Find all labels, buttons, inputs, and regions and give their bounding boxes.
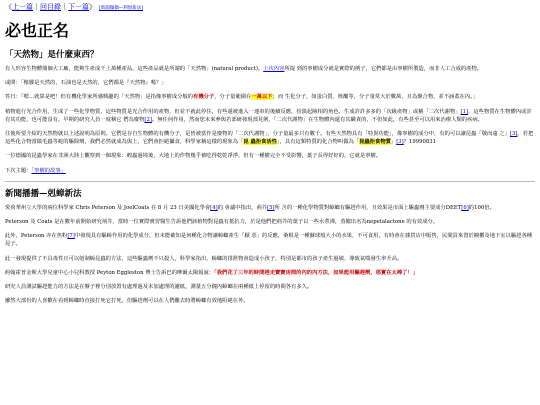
news-paragraph-3: 此外，Peterson 亦在魚粉[7]中發現具有驅蟑作用的化學成分，但未能確知是何種化合物讓蟑螂產生「厭 惡」的反應，桑根是一種蘇球般大小的水果，不可食用，有時會在雜貨店中販售，民間買來置於櫥櫃及地下室以驅趕各種昆子。 — [5, 233, 533, 248]
news-paragraph-6: 研究人員測試驅趕能力的方法是在盤子裡分別放置有處理過及未加處理的濾紙，測量五分鐘內蟑螂在兩種紙上停留的時間各有多久。 — [5, 284, 313, 291]
highlight-antifeedant-activity: 昆 蟲拒食活性 — [243, 139, 278, 146]
paragraph-next-topic: 下次主題：「寧樹的故事」 — [5, 167, 66, 174]
table-of-contents-link[interactable]: 回目錄 — [40, 3, 61, 11]
footnote-4-link[interactable]: [4] — [210, 204, 218, 211]
footnote-3-link[interactable]: [3] — [509, 131, 518, 138]
footnote-1-link[interactable]: [1] — [460, 108, 469, 115]
paragraph-intro: 有人形容生物體簡個大工廠，能夠生產成千上萬種產品，這些產品就是所謂的「天然物」(natural product)。上次內容所提 到的寧樹成分就是實際的例子，它們都是由寧樹所製造，而非人工合成的產物。 — [5, 66, 483, 72]
paragraph-question: 或問：「橡膠是天然的，石油也是天然的，它們都是『天然物』嗎？」 — [5, 80, 167, 87]
footnote-5-link[interactable]: [5] — [267, 204, 275, 211]
quote-eggleston: 「我們花了三年的時間趕走寶寶房間的內的內方法，如果能用驅趕劑，那實在太棒了！」 — [214, 269, 419, 276]
footnote-6-link[interactable]: [6] — [461, 204, 469, 211]
series-link[interactable]: [新聞擷擷—利無新法] — [99, 6, 144, 11]
top-navigation: 《上一篇｜回目錄｜下一篇》 [新聞擷擷—利無新法] — [5, 3, 144, 11]
news-paragraph-4: 此一發現提供了不具毒性且可以剋制蟑昆蟲的方法，這些驅蟲劑不只殺人，科學家指出，蟑螂的排泄物會造成小孩子，特別是都市的孩子產生過敏、導致氣喘發生率升高。 — [5, 255, 403, 262]
next-topic-link[interactable]: 「寧樹的故事」 — [31, 167, 66, 174]
paragraph-answer: 答曰：「嗯…就算是吧！但有機化學家所感興趣的「天然物」是指像寧樹成分般的有機分子，分子量範圍在一萬以下；而 生化分子，如蛋白質、核醣等，分子量常大於數萬，且為聚合物，並不涵蓋在內。」 — [5, 94, 479, 101]
next-article-link[interactable]: 下一篇 — [68, 3, 89, 11]
highlight-organic-molecules: 有機分子 — [193, 94, 215, 101]
news-paragraph-5: 約翰霍普金斯大學兒童中心小兒科教授 Peyton Eggleston 博士告訴巴的摩爾太陽報說：「我們花了三年的時間趕走寶寶房間的內的內方法，如果能用驅趕劑，那實在太棒了！」 — [5, 269, 419, 276]
footnote-7-link[interactable]: [7] — [67, 233, 75, 240]
section-divider — [5, 181, 535, 182]
news-paragraph-2: Peterson 及 Coats 是在數年前開始研究荊芥，當時一位實際實習醫生告訴他們該植物對昆蟲有抵抗力，於是他們把荊芥的葉子以一些水煮沸，蒸餾出名為nepetalactone 的有效成分。 — [5, 219, 439, 226]
section-heading-natural-products: 「天然物」是什麼東西？ — [5, 50, 99, 60]
paragraph-antifeedant: 往後所要介紹的天然物就以上述說明為原則。它們是存自生物體的有機分子，是皆被當作是廢物的「二次代謝物」，分子量最多只有數千。有些天然物具有「特異功能」，像寧樹的成分中，有的可以讓昆蟲「敬而遠 之」[3]。若把這些化合物當做毛蟲等蛇的驅除劑，我們必然就成為與上，它們會拒絕攝食，科學家稱這樣的現象為「昆 蟲拒食活性」，具有這類特質的化合物叫做為「昆蟲拒食物質」[3]？19990831 — [5, 131, 534, 146]
previous-content-link[interactable]: 上次內容 — [263, 66, 285, 72]
highlight-weight-range: 一萬以下 — [251, 94, 273, 101]
news-paragraph-1: 愛荷華州立大學的兩位科學家 Chris Peterson 及 JoelCoats 在 8 月 23 日美國化學會[4]的 會議中指出，荊芥[5]所 含的一種化學物質對蟑螂有驅趕作用，且效果是市面上驅蟲劑主要成分DEET[6]的100倍。 — [5, 204, 495, 211]
footnote-3b-link[interactable]: [3] — [396, 139, 404, 146]
news-paragraph-7: 雖然大部份的人喜歡在看到蟑螂時直接打死它打死，但驅趕劑可以在人們離去時將蟑螂有效地阻絕在外。 — [5, 298, 249, 305]
footnote-2-link[interactable]: [2] — [144, 116, 152, 123]
page-title: 必也正名 — [5, 21, 70, 40]
paragraph-locust-observation: 一位德國的昆蟲學家在非洲大陸上觀察到一個現象：蝗蟲過境後，大地上的作物幾乎被吃得乾乾淨淨，但有一種樹完全不受影響，葉子長得好好的，它就是寧樹。 — [5, 153, 382, 160]
section-heading-news: 新聞播播—剋蟑新法 — [5, 188, 82, 199]
highlight-antifeedant-substance: 昆蟲拒食物質 — [359, 139, 391, 146]
prev-article-link[interactable]: 上一篇 — [12, 3, 33, 11]
paragraph-secondary-metabolites: 植物進行光合作用，生成了一些化學物質，這些物質是光合作用的產物，但並不就此停住，有些還被進入一連串的後續反應，扮演起險相的角色，生成許許多多的「次級產物」或稱「二次代謝物」[1]，這些物質在生物體內或許有其功能，也可能沒有，早期的研究人員一度稱它 們為廢物[2]。無任何作用，然而您未來參與若部研發現部見例，「二次代謝物」在生物體內還有其職責的，不但如此，有些甚至可以用來治療人類的疾病。 — [5, 108, 532, 123]
